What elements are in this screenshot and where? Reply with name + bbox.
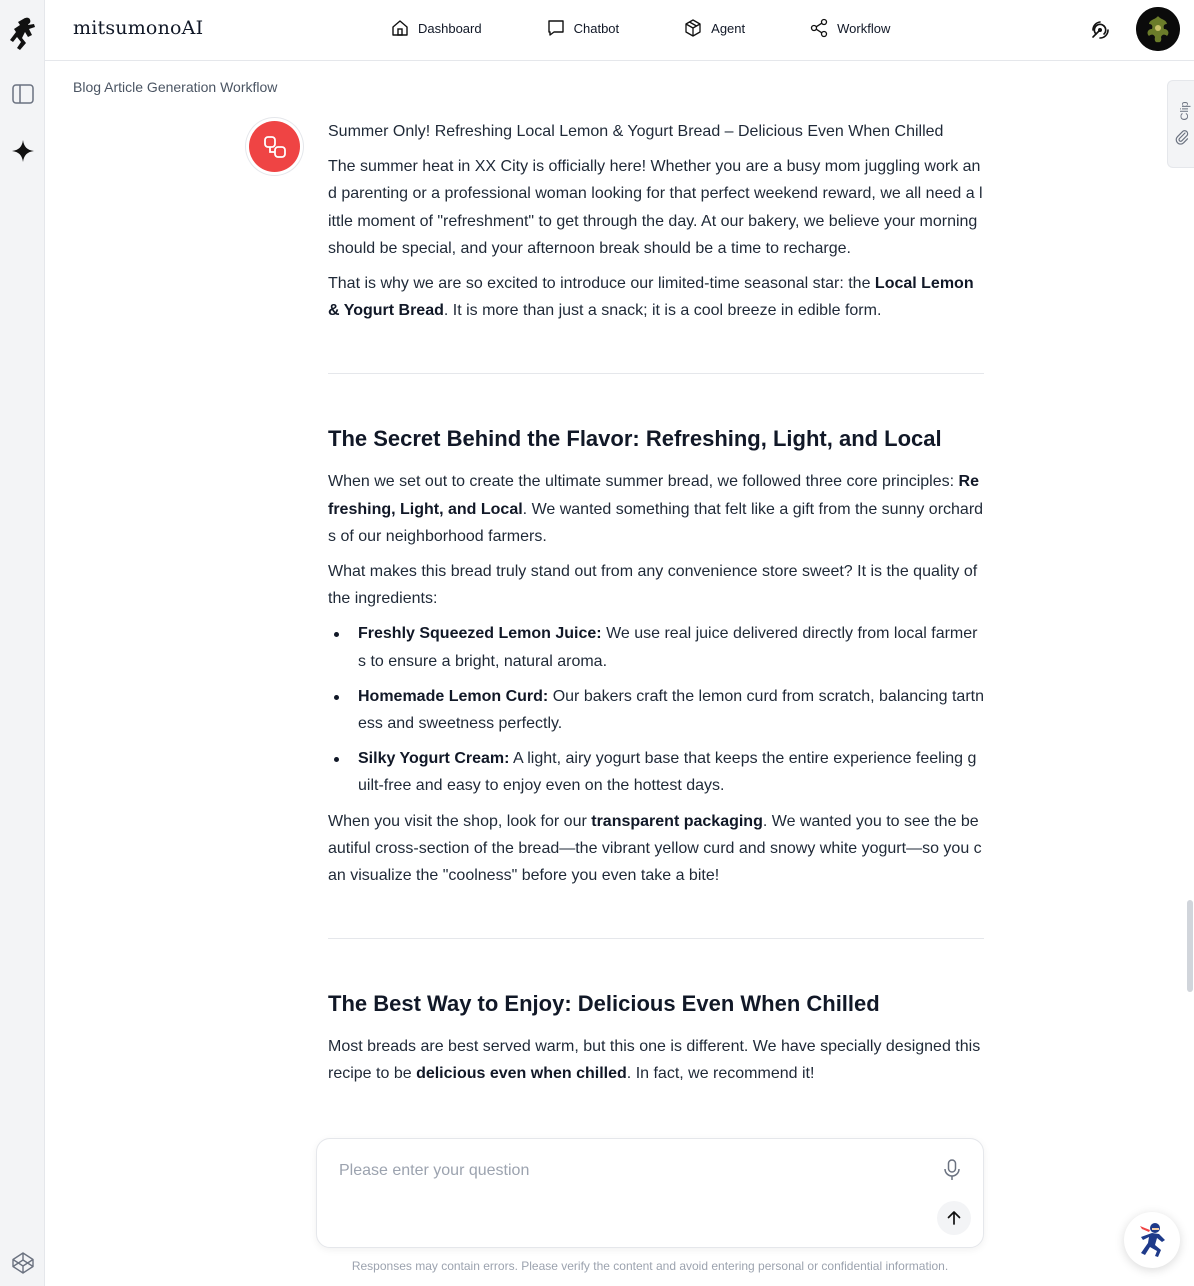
nav-dashboard-label: Dashboard [418, 20, 482, 36]
user-avatar[interactable] [1136, 7, 1180, 51]
nav-dashboard[interactable] [390, 18, 482, 38]
ingredients-list [328, 620, 984, 799]
nav-agent-label: Agent [711, 20, 746, 36]
left-rail [0, 0, 45, 1286]
section1-p2: What makes this bread truly stand out from any convenience store sweet? It is the quality of the ingredients: [328, 563, 978, 608]
breadcrumb[interactable]: Blog Article Generation Workflow [73, 79, 278, 95]
send-button[interactable] [937, 1201, 971, 1235]
disclaimer-text: Responses may contain errors. Please verify the content and avoid entering personal or confidential information. [351, 1259, 949, 1273]
article-intro-p1: The summer heat in XX City is officially here! Whether you are a busy mom juggling work and parenting or a professional woman looking for that perfect weekend reward, we all need a little moment of "refreshment" to get through the day. At our bakery, we believe your morning should be special, and your afternoon break should be a time to recharge. [328, 158, 983, 257]
list-item: Silky Yogurt Cream: A light, airy yogurt base that keeps the entire experience feeling guilt-free and easy to enjoy even on the hottest days. [328, 745, 984, 799]
bold-product-name: Local Lemon & Yogurt Bread [328, 275, 974, 320]
arrow-up-icon [945, 1209, 963, 1227]
top-header [45, 0, 1194, 61]
assistant-mascot-button[interactable] [1124, 1212, 1180, 1268]
section-heading-flavor: The Secret Behind the Flavor: Refreshing, Light, and Local [328, 426, 942, 452]
article-intro-p2: That is why we are so excited to introduce our limited-time seasonal star: the Local Lemon & Yogurt Bread. It is more than just a snack; it is a cool breeze in edible form. [328, 275, 974, 320]
cube-icon [683, 18, 703, 38]
workflow-bot-avatar [246, 118, 303, 175]
app-logo-icon[interactable] [0, 14, 45, 54]
clip-side-tab[interactable] [1167, 80, 1194, 168]
codepen-icon[interactable] [0, 1243, 45, 1283]
section1-p1: When we set out to create the ultimate summer bread, we followed three core principles: Refreshing, Light, and Local. We wanted something that felt like a gift from the sunny orchards of our neighborhood farmers. [328, 473, 984, 545]
sparkle-icon[interactable] [0, 131, 45, 171]
nav-workflow[interactable] [809, 18, 890, 38]
microphone-icon[interactable] [943, 1159, 961, 1186]
assistant-message [328, 118, 984, 1088]
brand-name[interactable]: mitsumonoAI [73, 17, 204, 39]
section-heading-enjoy: The Best Way to Enjoy: Delicious Even When Chilled [328, 991, 880, 1017]
scrollbar-thumb[interactable] [1187, 900, 1193, 992]
paperclip-icon [1175, 129, 1189, 145]
broadcast-icon[interactable] [1088, 18, 1112, 47]
section2-p1: Most breads are best served warm, but this one is different. We have specially designed this recipe to be delicious even when chilled. In fact, we recommend it! [328, 1038, 981, 1083]
ninja-mascot-icon [1132, 1220, 1172, 1260]
divider [328, 373, 984, 374]
nav-workflow-label: Workflow [837, 20, 891, 36]
list-item: Homemade Lemon Curd: Our bakers craft the lemon curd from scratch, balancing tartness and sweetness perfectly. [328, 683, 984, 737]
main-nav [390, 18, 890, 38]
question-input[interactable] [339, 1159, 899, 1183]
home-icon [390, 18, 410, 38]
article-title: Summer Only! Refreshing Local Lemon & Yogurt Bread – Delicious Even When Chilled [328, 123, 944, 140]
chat-composer [316, 1138, 984, 1248]
divider [328, 938, 984, 939]
nav-agent[interactable] [683, 18, 745, 38]
nav-chatbot[interactable] [546, 18, 620, 38]
share-nodes-icon [809, 18, 829, 38]
clip-label: Clip [1179, 101, 1191, 121]
workflow-nodes-icon [261, 133, 289, 161]
list-item: Freshly Squeezed Lemon Juice: We use real juice delivered directly from local farmers to ensure a bright, natural aroma. [328, 620, 984, 674]
chat-bubble-icon [546, 18, 566, 38]
section1-p3: When you visit the shop, look for our transparent packaging. We wanted you to see the beautiful cross-section of the bread—the vibrant yellow curd and snowy white yogurt—so you can visualize the "coolness" before you even take a bite! [328, 812, 982, 885]
nav-chatbot-label: Chatbot [573, 20, 620, 36]
sidebar-toggle-icon[interactable] [0, 74, 45, 114]
